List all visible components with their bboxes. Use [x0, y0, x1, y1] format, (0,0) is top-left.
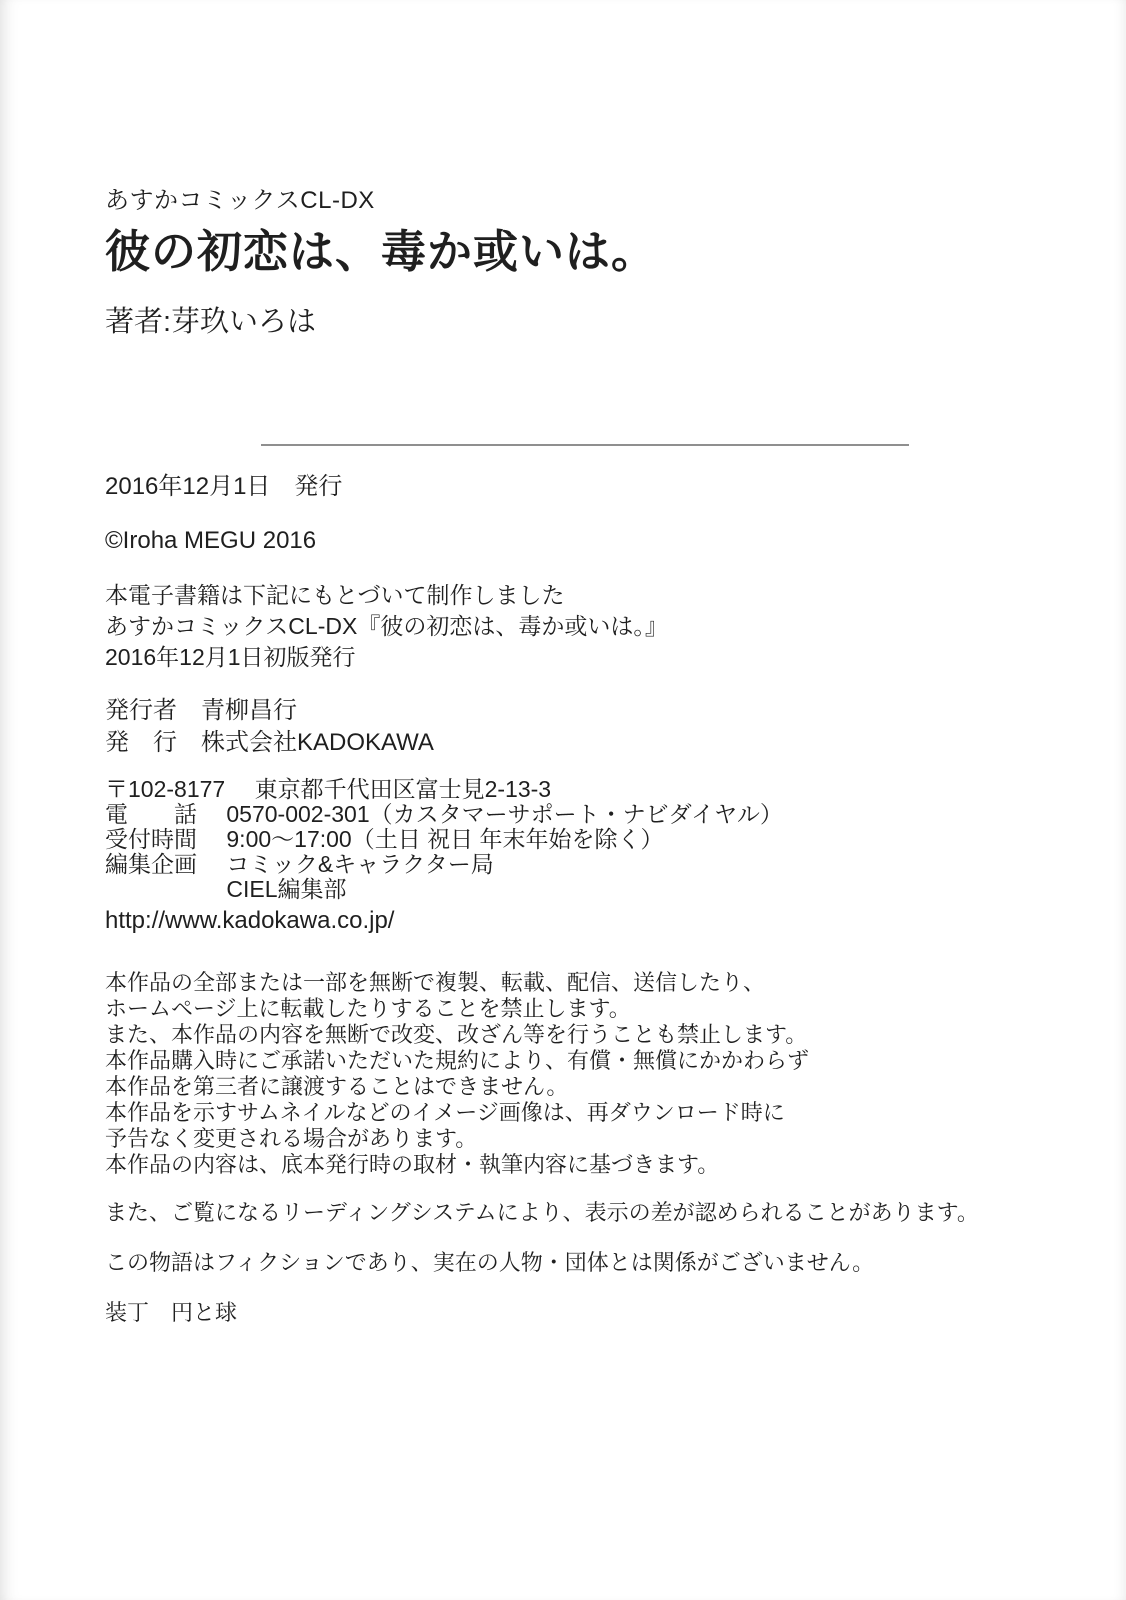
- copyright-notice: ©Iroha MEGU 2016: [105, 527, 317, 554]
- legal-line: 予告なく変更される場合があります。: [105, 1126, 478, 1151]
- legal-line: ホームページ上に転載したりすることを禁止します。: [105, 996, 631, 1021]
- contact-hours-line: 受付時間 9:00～17:00（土日 祝日 年末年始を除く）: [105, 826, 664, 852]
- source-note-line: 2016年12月1日初版発行: [105, 644, 356, 670]
- author-line: 著者:芽玖いろは: [105, 306, 317, 338]
- divider-rule: [261, 444, 909, 446]
- source-note: [105, 580, 1065, 673]
- source-note-line: あすかコミックスCL-DX『彼の初恋は、毒か或いは。』: [105, 613, 668, 639]
- legal-line: 本作品の内容は、底本発行時の取材・執筆内容に基づきます。: [105, 1152, 720, 1177]
- colophon-page: [105, 0, 1065, 1326]
- source-note-line: 本電子書籍は下記にもとづいて制作しました: [105, 582, 565, 608]
- publisher-url: http://www.kadokawa.co.jp/: [105, 907, 395, 934]
- contact-phone-line: 電 話 0570-002-301（カスタマーサポート・ナビダイヤル）: [105, 801, 783, 827]
- publisher-company-line: 発 行 株式会社KADOKAWA: [105, 729, 434, 756]
- design-credit: 装丁 円と球: [105, 1300, 238, 1325]
- imprint-label: あすかコミックスCL-DX: [105, 187, 375, 214]
- publisher-block: [105, 695, 1065, 759]
- legal-line: 本作品購入時にご承諾いただいた規約により、有償・無償にかかわらず: [105, 1048, 810, 1073]
- reading-system-note: また、ご覧になるリーディングシステムにより、表示の差が認められることがあります。: [105, 1200, 979, 1225]
- legal-block: [105, 970, 1065, 1178]
- contact-address-line: 〒102-8177 東京都千代田区富士見2-13-3: [105, 776, 552, 802]
- legal-line: 本作品を第三者に譲渡することはできません。: [105, 1074, 569, 1099]
- publication-date: 2016年12月1日 発行: [105, 473, 343, 500]
- legal-line: 本作品の全部または一部を無断で複製、転載、配信、送信したり、: [105, 970, 766, 995]
- contact-block: [105, 777, 1065, 902]
- contact-editing-dept-line: CIEL編集部: [105, 876, 347, 902]
- publisher-person-line: 発行者 青柳昌行: [105, 697, 297, 724]
- legal-line: また、本作品の内容を無断で改変、改ざん等を行うことも禁止します。: [105, 1022, 808, 1047]
- legal-line: 本作品を示すサムネイルなどのイメージ画像は、再ダウンロード時に: [105, 1100, 785, 1125]
- book-title: 彼の初恋は、毒か或いは。: [105, 226, 658, 277]
- fiction-disclaimer: この物語はフィクションであり、実在の人物・団体とは関係がございません。: [105, 1250, 875, 1275]
- contact-editing-line: 編集企画 コミック&キャラクター局: [105, 851, 494, 877]
